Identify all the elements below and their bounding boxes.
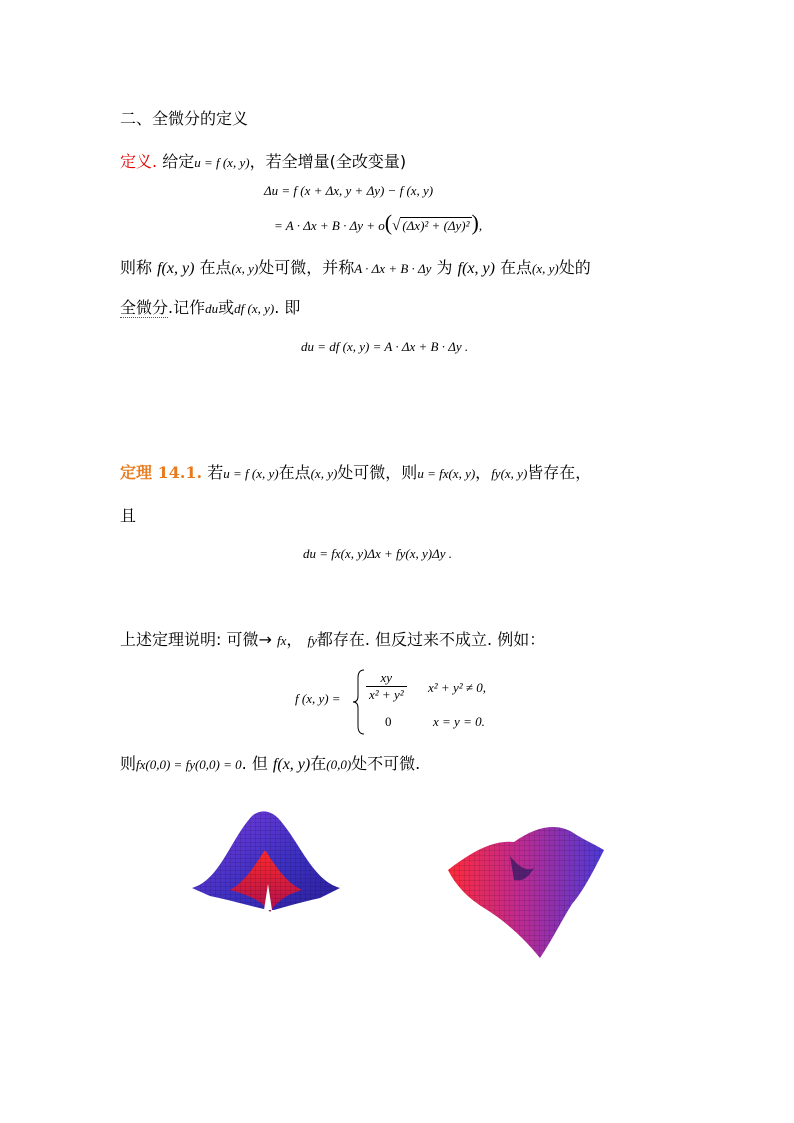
piecewise-cond-1: x² + y² ≠ 0, [428,680,486,695]
conclusion-line: 则fx(0,0) = fy(0,0) = 0. 但 f(x, y)在(0,0)处不可微. [120,754,421,773]
theorem-line: 定理 14.1. 若u = f (x, y)在点(x, y)处可微，则u = fx(x, y)，fy(x, y)皆存在， [120,463,592,482]
total-differential-term: 全微分 [120,298,169,317]
piecewise-case-1: $\frac{xy}{\text{x² + y²}}$ [366,670,407,703]
definition-label: 定义 [120,152,153,171]
delta-u-expansion: = A · Δx + B · Δy + o(√ (Δx)² + (Δy)²), [274,210,483,235]
remark-line: 上述定理说明: 可微→ fx， fy都存在. 但反过来不成立. 例如： [120,630,546,649]
piecewise-cond-2: x = y = 0. [433,714,485,729]
theorem-label: 定理 14.1. [120,463,203,482]
piecewise-lhs: f (x, y) = [295,691,341,706]
differentiable-statement: 则称 f(x, y) 在点(x, y)处可微，并称A · Δx + B · Δy 为 f(x, y) 在点(x, y)处的 [120,258,591,277]
piecewise-case-2: 0 [385,714,392,729]
surface-plot-left [190,810,360,920]
du-equation: du = df (x, y) = A · Δx + B · Δy . [301,339,469,354]
surface-plot-right [444,820,606,960]
definition-line: 定义. 给定u = f (x, y)，若全增量(全改变量) [120,152,407,171]
piecewise-brace [352,668,366,736]
total-differential-statement: 全微分.记作du或df (x, y). 即 [120,298,301,317]
section-heading: 二、全微分的定义 [120,109,249,128]
theorem-equation: du = fx(x, y)Δx + fy(x, y)Δy . [303,546,453,561]
theorem-and: 且 [120,506,137,525]
delta-u-equation: Δu = f (x + Δx, y + Δy) − f (x, y) [264,183,434,198]
